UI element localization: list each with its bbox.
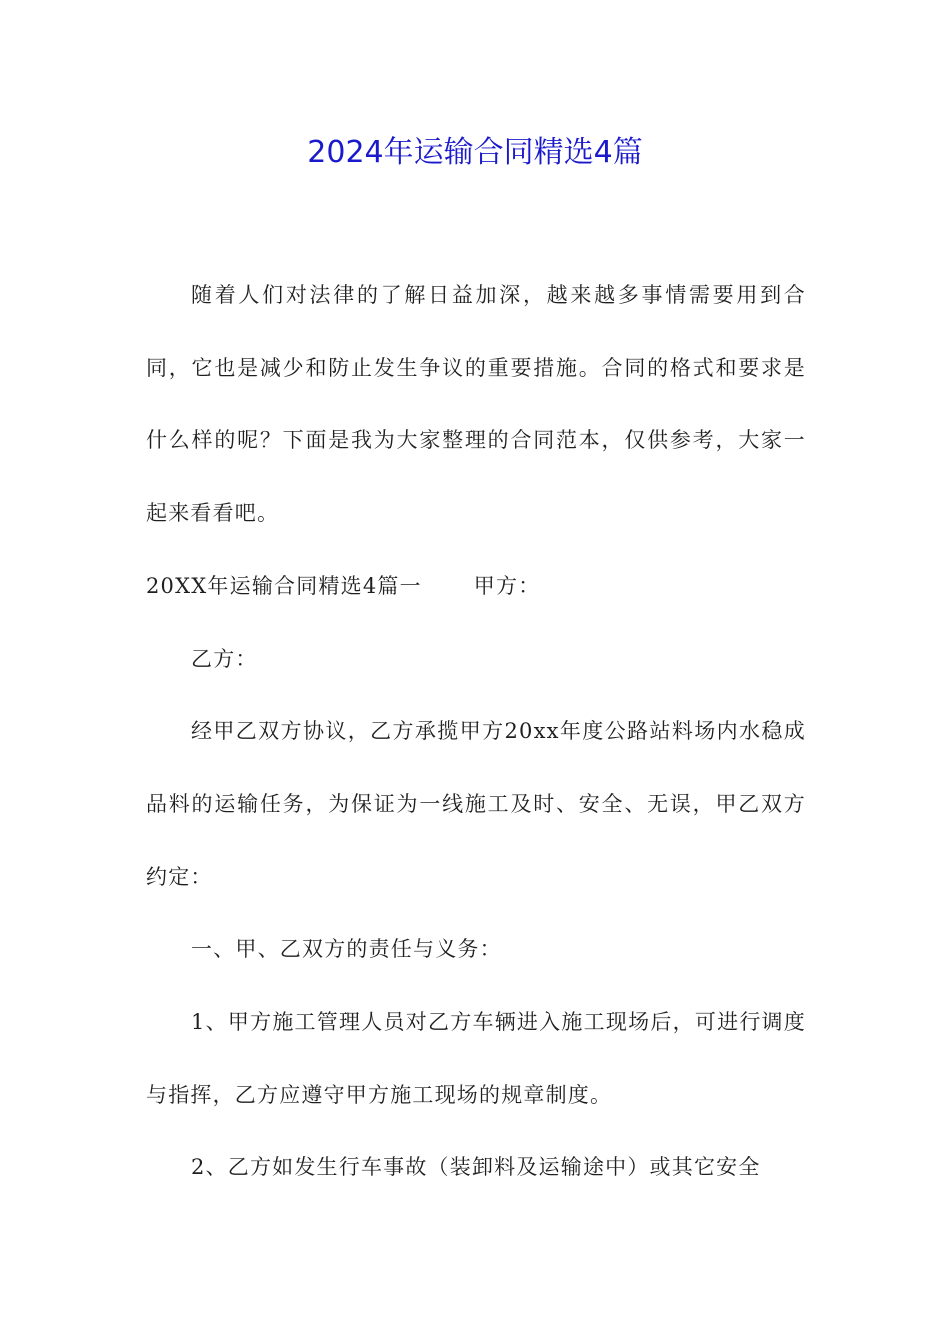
section-heading: 20XX年运输合同精选4篇一 [146,573,422,598]
party-a-label: 甲方： [473,573,541,598]
document-body [146,259,806,1204]
clause-2: 2、乙方如发生行车事故（装卸料及运输途中）或其它安全 [191,1155,761,1180]
agreement-paragraph: 经甲乙双方协议，乙方承揽甲方20xx年度公路站料场内水稳成品料的运输任务，为保证为一线施工及时、安全、无误，甲乙双方约定： [146,719,806,889]
intro-paragraph: 随着人们对法律的了解日益加深，越来越多事情需要用到合同，它也是减少和防止发生争议的重要措施。合同的格式和要求是什么样的呢？下面是我为大家整理的合同范本，仅供参考，大家一起来看看吧。 [146,283,806,526]
party-b-label: 乙方： [191,646,258,671]
document-title: 2024年运输合同精选4篇 [307,135,643,170]
clause-1: 1、甲方施工管理人员对乙方车辆进入施工现场后，可进行调度与指挥，乙方应遵守甲方施工现场的规章制度。 [146,1010,806,1107]
section-heading-line [146,550,806,623]
clause-heading: 一、甲、乙双方的责任与义务： [191,937,502,962]
